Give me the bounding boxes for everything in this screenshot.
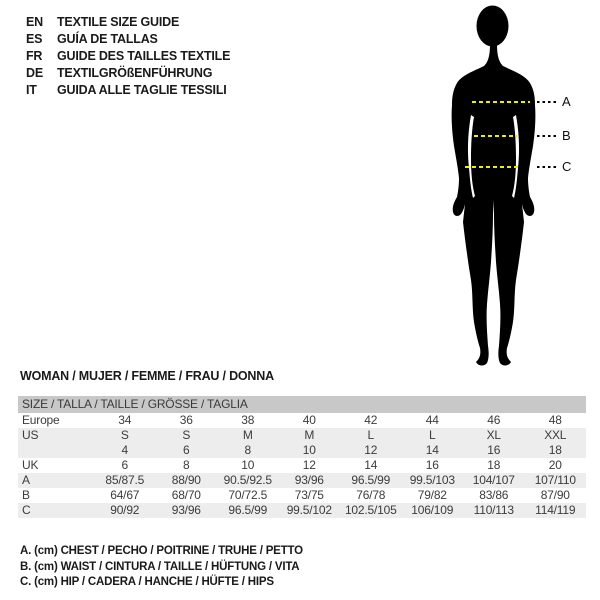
size-cell: 16 [487, 443, 501, 457]
size-cell: 99.5/102 [286, 503, 332, 517]
size-cell: 83/86 [479, 488, 509, 502]
language-guide-title: TEXTILE SIZE GUIDE [57, 14, 180, 29]
table-row [18, 473, 586, 488]
size-cell: S [182, 428, 191, 442]
marker-label-hip: C [562, 159, 572, 174]
size-cell: 90/92 [110, 503, 140, 517]
table-row [18, 413, 586, 428]
size-cell: 64/67 [110, 488, 140, 502]
language-row [26, 30, 230, 47]
legend-row: B. (cm) WAIST / CINTURA / TAILLE / HÜFTUNG / VITA [20, 560, 300, 573]
size-cell: 12 [302, 458, 316, 472]
size-cell: 88/90 [171, 473, 201, 487]
size-table-body [18, 413, 586, 518]
legend-row: A. (cm) CHEST / PECHO / POITRINE / TRUHE / PETTO [20, 545, 303, 557]
language-code: ES [26, 31, 43, 46]
size-cell: 36 [179, 413, 193, 427]
size-cell: 12 [364, 443, 378, 457]
table-row [18, 458, 586, 473]
table-row [18, 443, 586, 458]
size-cell: 20 [548, 458, 562, 472]
size-cell: XXL [544, 428, 567, 442]
size-cell: 14 [364, 458, 378, 472]
size-cell: 87/90 [540, 488, 570, 502]
size-cell: 68/70 [171, 488, 201, 502]
size-table [18, 396, 586, 518]
size-cell: XL [486, 428, 501, 442]
language-code: FR [26, 48, 43, 63]
marker-label-chest: A [562, 94, 571, 109]
size-cell: L [429, 428, 436, 442]
size-cell: 79/82 [417, 488, 447, 502]
language-title-block [26, 13, 230, 98]
size-cell: 44 [425, 413, 439, 427]
row-label: B [22, 488, 30, 502]
language-code: EN [26, 14, 43, 29]
size-cell: 34 [118, 413, 132, 427]
row-label: US [22, 428, 39, 442]
size-cell: 42 [364, 413, 378, 427]
size-cell: 4 [121, 443, 128, 457]
size-cell: 96.5/99 [351, 473, 391, 487]
size-cell: 8 [244, 443, 251, 457]
size-cell: 73/75 [294, 488, 324, 502]
size-cell: 93/96 [171, 503, 201, 517]
row-label [18, 443, 94, 458]
table-row [18, 428, 586, 443]
table-row [18, 488, 586, 503]
table-row [18, 503, 586, 518]
row-label: UK [22, 458, 39, 472]
size-cell: 102.5/105 [344, 503, 397, 517]
size-cell: 110/113 [473, 503, 514, 517]
language-row [26, 47, 230, 64]
size-cell: 70/72.5 [228, 488, 268, 502]
size-cell: 93/96 [294, 473, 324, 487]
size-cell: L [367, 428, 374, 442]
size-cell: 107/110 [534, 473, 576, 487]
language-row [26, 81, 230, 98]
size-cell: 96.5/99 [228, 503, 268, 517]
size-cell: 14 [425, 443, 439, 457]
row-label: Europe [22, 413, 60, 427]
language-guide-title: GUIDE DES TAILLES TEXTILE [57, 48, 231, 63]
size-figure-panel [430, 0, 600, 370]
section-title-woman: WOMAN / MUJER / FEMME / FRAU / DONNA [20, 369, 274, 383]
size-cell: 90.5/92.5 [223, 473, 272, 487]
size-cell: 10 [241, 458, 255, 472]
size-cell: 76/78 [356, 488, 386, 502]
size-cell: 16 [425, 458, 439, 472]
language-row [26, 13, 230, 30]
size-cell: 10 [302, 443, 316, 457]
size-cell: M [242, 428, 253, 442]
size-table-header: SIZE / TALLA / TAILLE / GRÖSSE / TAGLIA [18, 396, 586, 413]
size-cell: 6 [183, 443, 190, 457]
woman-silhouette-icon [430, 0, 600, 370]
size-cell: 106/109 [411, 503, 454, 517]
size-cell: 46 [487, 413, 501, 427]
size-cell: 18 [487, 458, 501, 472]
language-code: IT [26, 82, 37, 97]
measurement-legend [20, 544, 303, 591]
size-cell: 85/87.5 [105, 473, 145, 487]
language-guide-title: GUIDA ALLE TAGLIE TESSILI [57, 82, 227, 97]
size-cell: 114/119 [535, 503, 576, 517]
size-cell: 38 [241, 413, 255, 427]
language-code: DE [26, 65, 43, 80]
size-cell: 18 [548, 443, 562, 457]
marker-label-waist: B [562, 128, 571, 143]
language-guide-title: GUÍA DE TALLAS [57, 31, 158, 46]
row-label: C [22, 503, 31, 517]
size-cell: S [120, 428, 129, 442]
size-cell: 99.5/103 [409, 473, 455, 487]
row-label: A [22, 473, 30, 487]
size-cell: 40 [302, 413, 316, 427]
size-cell: 48 [548, 413, 562, 427]
size-cell: 6 [121, 458, 128, 472]
language-row [26, 64, 230, 81]
size-cell: 104/107 [472, 473, 515, 487]
legend-row: C. (cm) HIP / CADERA / HANCHE / HÜFTE / HIPS [20, 576, 274, 588]
size-cell: 8 [183, 458, 190, 472]
language-guide-title: TEXTILGRÖßENFÜHRUNG [57, 65, 213, 80]
size-cell: M [304, 428, 315, 442]
